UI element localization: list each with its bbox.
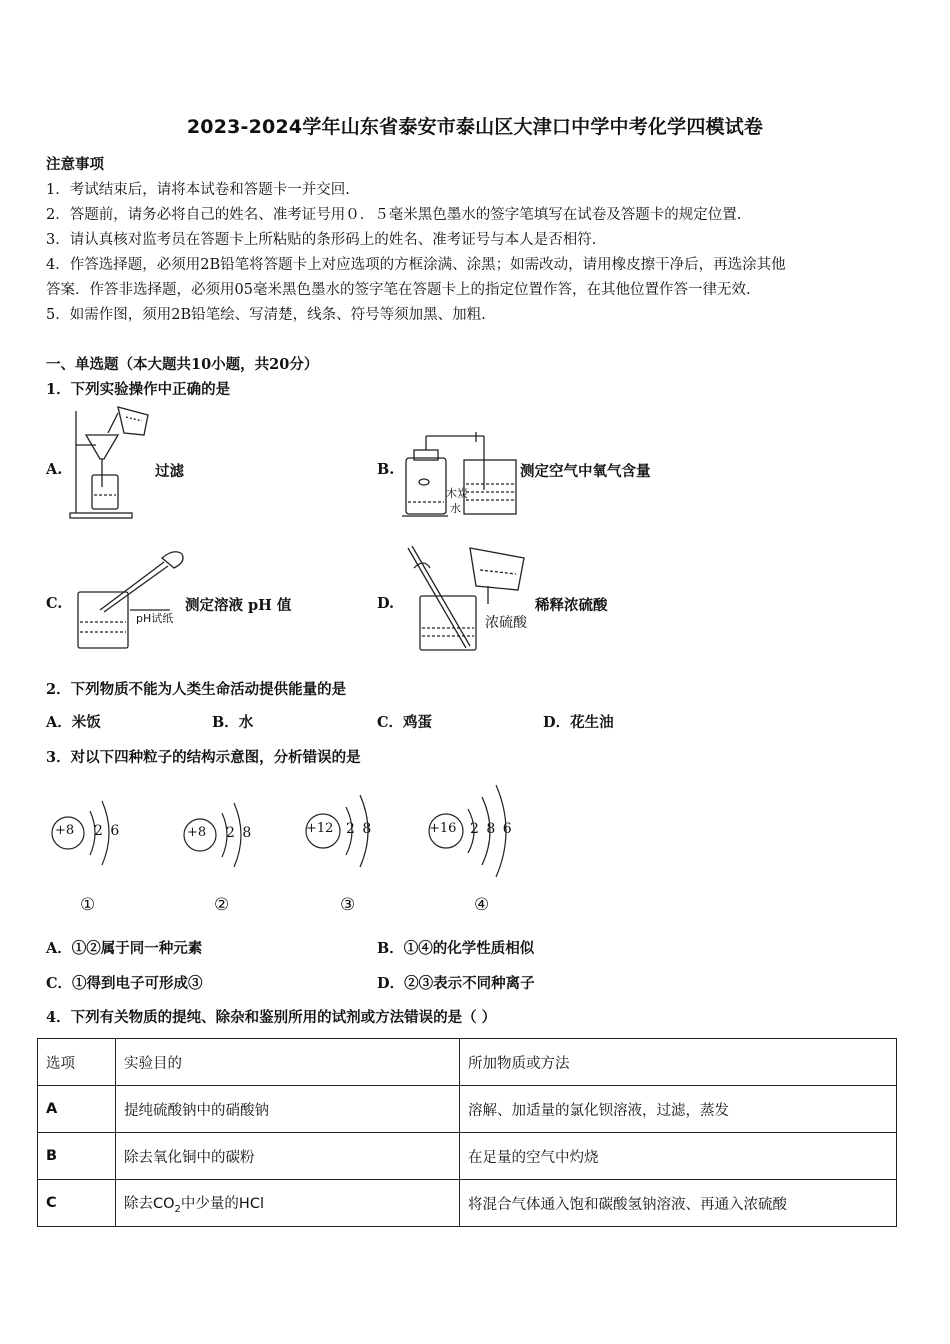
q2-option-c: C．鸡蛋	[377, 714, 433, 731]
q1-option-b-label: B.	[377, 461, 395, 478]
q3-option-a: A．①②属于同一种元素	[46, 940, 203, 957]
page-title: 2023-2024学年山东省泰安市泰山区大津口中学中考化学四模试卷	[186, 116, 764, 138]
q1-option-a-label: A.	[46, 461, 63, 478]
q3-option-b: B．①④的化学性质相似	[377, 940, 535, 957]
ph-test-figure	[70, 540, 190, 655]
q3-option-c: C．①得到电子可形成③	[46, 975, 203, 992]
q3-option-d: D．②③表示不同种离子	[377, 975, 535, 992]
notice-item: 2．答题前，请务必将自己的姓名、准考证号用０．５毫米黑色墨水的签字笔填写在试卷及答题卡的规定位置.	[46, 207, 742, 223]
particle-1-nucleus: +8	[55, 823, 75, 838]
notice-item: 3．请认真核对监考员在答题卡上所粘贴的条形码上的姓名、准考证号与本人是否相符.	[46, 232, 597, 248]
row-purpose: 除去氧化铜中的碳粉	[116, 1133, 460, 1180]
row-method: 将混合气体通入饱和碳酸氢钠溶液、再通入浓硫酸	[460, 1180, 897, 1227]
table-row	[38, 1180, 897, 1227]
particle-3-nucleus: +12	[306, 821, 334, 836]
header-purpose: 实验目的	[116, 1039, 460, 1086]
notice-item: 4．作答选择题，必须用2B铅笔将答题卡上对应选项的方框涂满、涂黑；如需改动，请用橡皮擦干净后，再选涂其他	[46, 257, 786, 273]
particle-3-index: ③	[340, 895, 356, 915]
particle-1-index: ①	[80, 895, 96, 915]
row-method: 在足量的空气中灼烧	[460, 1133, 897, 1180]
notice-item: 答案．作答非选择题，必须用05毫米黑色墨水的签字笔在答题卡上的指定位置作答，在其他位置作答一律无效.	[46, 282, 751, 298]
charcoal-label: 木炭	[446, 487, 468, 500]
table-row	[38, 1133, 897, 1180]
acid-label: 浓硫酸	[485, 615, 527, 631]
table-row	[38, 1086, 897, 1133]
q1-option-b-caption: 测定空气中氧气含量	[520, 463, 651, 480]
question-2-stem: 2．下列物质不能为人类生命活动提供能量的是	[46, 681, 347, 698]
purpose-subscript: 2	[174, 1203, 181, 1215]
header-option: 选项	[38, 1039, 116, 1086]
ph-paper-label: pH试纸	[136, 612, 174, 625]
row-purpose: 提纯硫酸钠中的硝酸钠	[116, 1086, 460, 1133]
particle-4-index: ④	[474, 895, 490, 915]
particle-4-nucleus: +16	[429, 821, 457, 836]
filtration-apparatus-figure	[68, 405, 160, 520]
question-4-stem: 4．下列有关物质的提纯、除杂和鉴别所用的试剂或方法错误的是（ ）	[46, 1009, 497, 1026]
q1-option-c-caption: 测定溶液 pH 值	[185, 597, 292, 614]
purpose-pre: 除去CO	[124, 1195, 175, 1212]
particle-2-index: ②	[214, 895, 230, 915]
row-key: A	[38, 1086, 116, 1133]
q1-option-a-caption: 过滤	[155, 463, 184, 480]
particle-1-shells: 2 6	[94, 823, 120, 839]
header-method: 所加物质或方法	[460, 1039, 897, 1086]
row-method: 溶解、加适量的氯化钡溶液，过滤，蒸发	[460, 1086, 897, 1133]
row-purpose	[116, 1180, 460, 1227]
water-label: 水	[450, 502, 461, 515]
q2-option-d: D．花生油	[543, 714, 614, 731]
particle-2-shells: 2 8	[226, 825, 252, 841]
q1-option-d-label: D.	[377, 595, 395, 612]
particle-4-shells: 2 8 6	[470, 821, 512, 837]
row-key: C	[38, 1180, 116, 1227]
q1-option-c-label: C.	[46, 595, 63, 612]
q2-option-a: A．米饭	[46, 714, 101, 731]
question-3-stem: 3．对以下四种粒子的结构示意图，分析错误的是	[46, 749, 361, 766]
q4-options-table	[37, 1038, 897, 1227]
dilution-figure	[400, 540, 530, 655]
section-heading: 一、单选题（本大题共10小题，共20分）	[46, 356, 319, 373]
purpose-post: 中少量的HCl	[180, 1195, 264, 1212]
notice-item: 5．如需作图，须用2B铅笔绘、写清楚，线条、符号等须加黑、加粗.	[46, 307, 486, 323]
particle-2-nucleus: +8	[187, 825, 207, 840]
row-key: B	[38, 1133, 116, 1180]
question-1-stem: 1．下列实验操作中正确的是	[46, 381, 231, 398]
table-header-row	[38, 1039, 897, 1086]
q1-option-d-caption: 稀释浓硫酸	[535, 597, 608, 614]
notice-item: 1．考试结束后，请将本试卷和答题卡一并交回.	[46, 182, 350, 198]
q2-option-b: B．水	[212, 714, 254, 731]
notice-heading: 注意事项	[46, 156, 104, 173]
particle-3-shells: 2 8	[346, 821, 372, 837]
